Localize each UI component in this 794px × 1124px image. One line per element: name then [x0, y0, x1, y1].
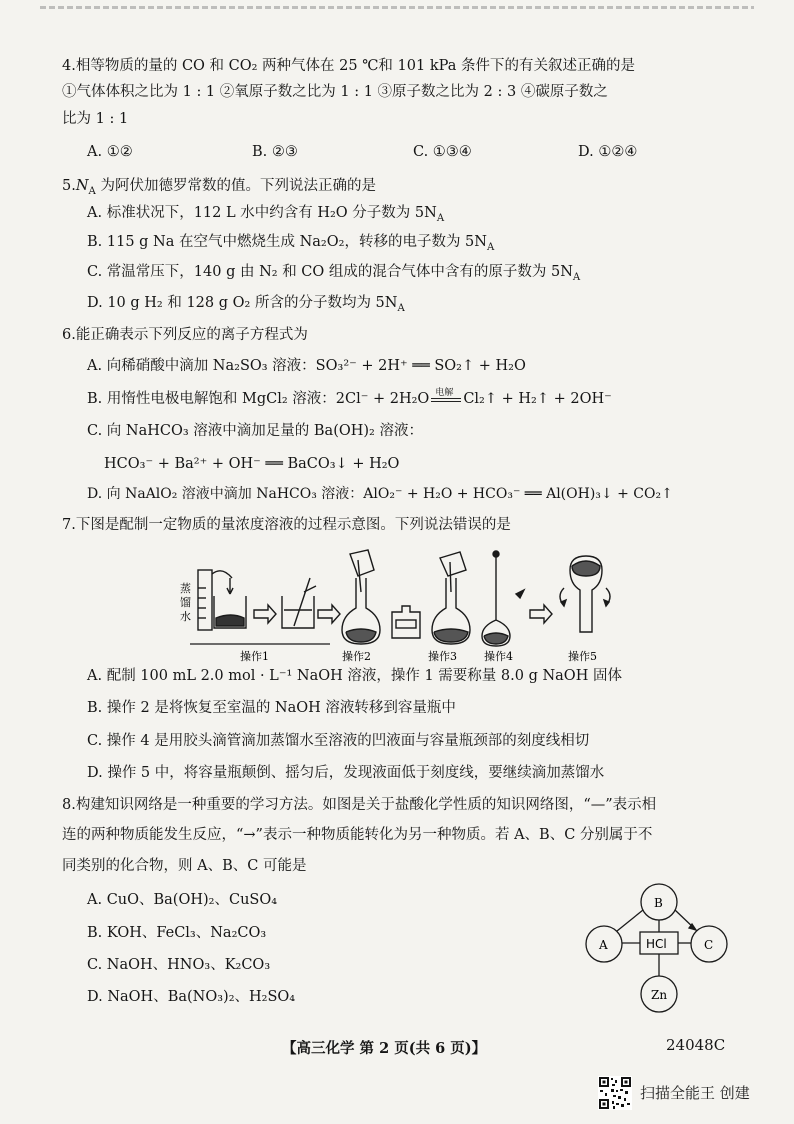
- node-c-label: C: [704, 938, 714, 952]
- q7-option-c: C. 操作 4 是用胶头滴管滴加蒸馏水至溶液的凹液面与容量瓶颈部的刻度线相切: [87, 733, 590, 749]
- q8-option-a: A. CuO、Ba(OH)₂、CuSO₄: [87, 892, 278, 908]
- q6-electrolysis-arrow: [429, 389, 463, 409]
- q6-option-b-post: Cl₂↑ + H₂↑ + 2OH⁻: [463, 391, 612, 407]
- q7-stem: 7.下图是配制一定物质的量浓度溶液的过程示意图。下列说法错误的是: [62, 517, 511, 533]
- q5-na-symbol: N: [75, 178, 89, 194]
- q5-option-a: [87, 203, 444, 229]
- op-label-5: 操作5: [568, 650, 597, 663]
- q4-option-a: A. ①②: [87, 144, 133, 160]
- q5-na-sub: A: [88, 185, 96, 197]
- q5-option-a-sub: A: [436, 212, 445, 224]
- q5-stem: [62, 176, 376, 202]
- water-label-2: 馏: [180, 596, 191, 609]
- q5-option-c-sub: A: [572, 271, 581, 283]
- q5-option-d-text: D. 10 g H₂ 和 128 g O₂ 所含的分子数均为 5N: [87, 295, 398, 311]
- q8-stem-line1: 8.构建知识网络是一种重要的学习方法。如图是关于盐酸化学性质的知识网络图，“—”表示相: [62, 797, 657, 813]
- op-label-1: 操作1: [240, 650, 269, 663]
- paper-code: 24048C: [666, 1036, 726, 1054]
- q4-option-d: D. ①②④: [578, 144, 638, 160]
- q8-hcl-network-diagram: [580, 880, 730, 1020]
- node-b-label: B: [654, 896, 663, 910]
- q8-option-d: D. NaOH、Ba(NO₃)₂、H₂SO₄: [87, 989, 296, 1005]
- q7-option-d: D. 操作 5 中，将容量瓶颠倒、摇匀后，发现液面低于刻度线，要继续滴加蒸馏水: [87, 765, 605, 781]
- graduated-cylinder-icon: [198, 570, 212, 630]
- q5-number: 5.: [62, 178, 76, 194]
- scanner-brand: 扫描全能王 创建: [640, 1084, 750, 1102]
- q6-option-c: C. 向 NaHCO₃ 溶液中滴加足量的 Ba(OH)₂ 溶液：: [87, 423, 423, 439]
- q6-option-b: [87, 389, 612, 409]
- q4-line2: ①气体体积之比为 1 : 1 ②氧原子数之比为 1 : 1 ③原子数之比为 2 : 3 ④碳原子数之: [62, 84, 608, 100]
- node-hcl-label: HCl: [646, 937, 667, 951]
- q4-line3: 比为 1 : 1: [62, 111, 129, 127]
- q7-option-b: B. 操作 2 是将恢复至室温的 NaOH 溶液转移到容量瓶中: [87, 700, 456, 716]
- q5-option-c: [87, 262, 580, 288]
- step-arrow-icon: [254, 605, 276, 623]
- q6-option-b-pre: B. 用惰性电极电解饱和 MgCl₂ 溶液：2Cl⁻ + 2H₂O: [87, 391, 430, 407]
- q6-electrolysis-label: 电解: [435, 388, 454, 398]
- op-label-4: 操作4: [484, 650, 513, 663]
- q4-option-c: C. ①③④: [413, 144, 472, 160]
- qr-code-icon: [598, 1076, 632, 1110]
- q5-option-d-sub: A: [397, 302, 405, 314]
- q5-option-c-text: C. 常温常压下，140 g 由 N₂ 和 CO 组成的混合气体中含有的原子数为 5N: [87, 264, 573, 280]
- q8-stem-line3: 同类别的化合物，则 A、B、C 可能是: [62, 858, 307, 874]
- node-zn-label: Zn: [651, 988, 668, 1002]
- q5-option-b-text: B. 115 g Na 在空气中燃烧生成 Na₂O₂，转移的电子数为 5N: [87, 234, 487, 250]
- page-top-border: [40, 6, 754, 9]
- op-label-2: 操作2: [342, 650, 371, 663]
- water-label-1: 蒸: [180, 582, 191, 595]
- q6-option-d: D. 向 NaAlO₂ 溶液中滴加 NaHCO₃ 溶液：AlO₂⁻ + H₂O + HCO₃⁻ ══ Al(OH)₃↓ + CO₂↑: [87, 486, 673, 502]
- q7-option-a: A. 配制 100 mL 2.0 mol · L⁻¹ NaOH 溶液，操作 1 需要称量 8.0 g NaOH 固体: [87, 668, 622, 684]
- q6-stem: 6.能正确表示下列反应的离子方程式为: [62, 327, 308, 343]
- op-label-3: 操作3: [428, 650, 457, 663]
- q4-option-b: B. ②③: [252, 144, 298, 160]
- q5-option-b: [87, 232, 494, 258]
- q7-solution-preparation-diagram: [170, 548, 640, 664]
- q4-stem: 4.相等物质的量的 CO 和 CO₂ 两种气体在 25 ℃和 101 kPa 条件下的有关叙述正确的是: [62, 58, 635, 74]
- node-a-label: A: [599, 938, 608, 952]
- q5-option-d: [87, 293, 405, 319]
- water-label-3: 水: [180, 610, 191, 623]
- q6-option-c-equation: HCO₃⁻ + Ba²⁺ + OH⁻ ══ BaCO₃↓ + H₂O: [104, 456, 400, 472]
- page-footer: 【高三化学 第 2 页(共 6 页)】: [282, 1040, 487, 1057]
- q8-stem-line2: 连的两种物质能发生反应，“→”表示一种物质能转化为另一种物质。若 A、B、C 分别属于不: [62, 827, 653, 843]
- q6-option-a: A. 向稀硝酸中滴加 Na₂SO₃ 溶液：SO₃²⁻ + 2H⁺ ══ SO₂↑ + H₂O: [87, 358, 526, 374]
- q5-option-a-text: A. 标准状况下，112 L 水中约含有 H₂O 分子数为 5N: [87, 205, 437, 221]
- q8-option-b: B. KOH、FeCl₃、Na₂CO₃: [87, 925, 267, 941]
- q5-stem-text: 为阿伏加德罗常数的值。下列说法正确的是: [95, 178, 376, 194]
- q5-option-b-sub: A: [486, 241, 495, 253]
- q8-option-c: C. NaOH、HNO₃、K₂CO₃: [87, 957, 271, 973]
